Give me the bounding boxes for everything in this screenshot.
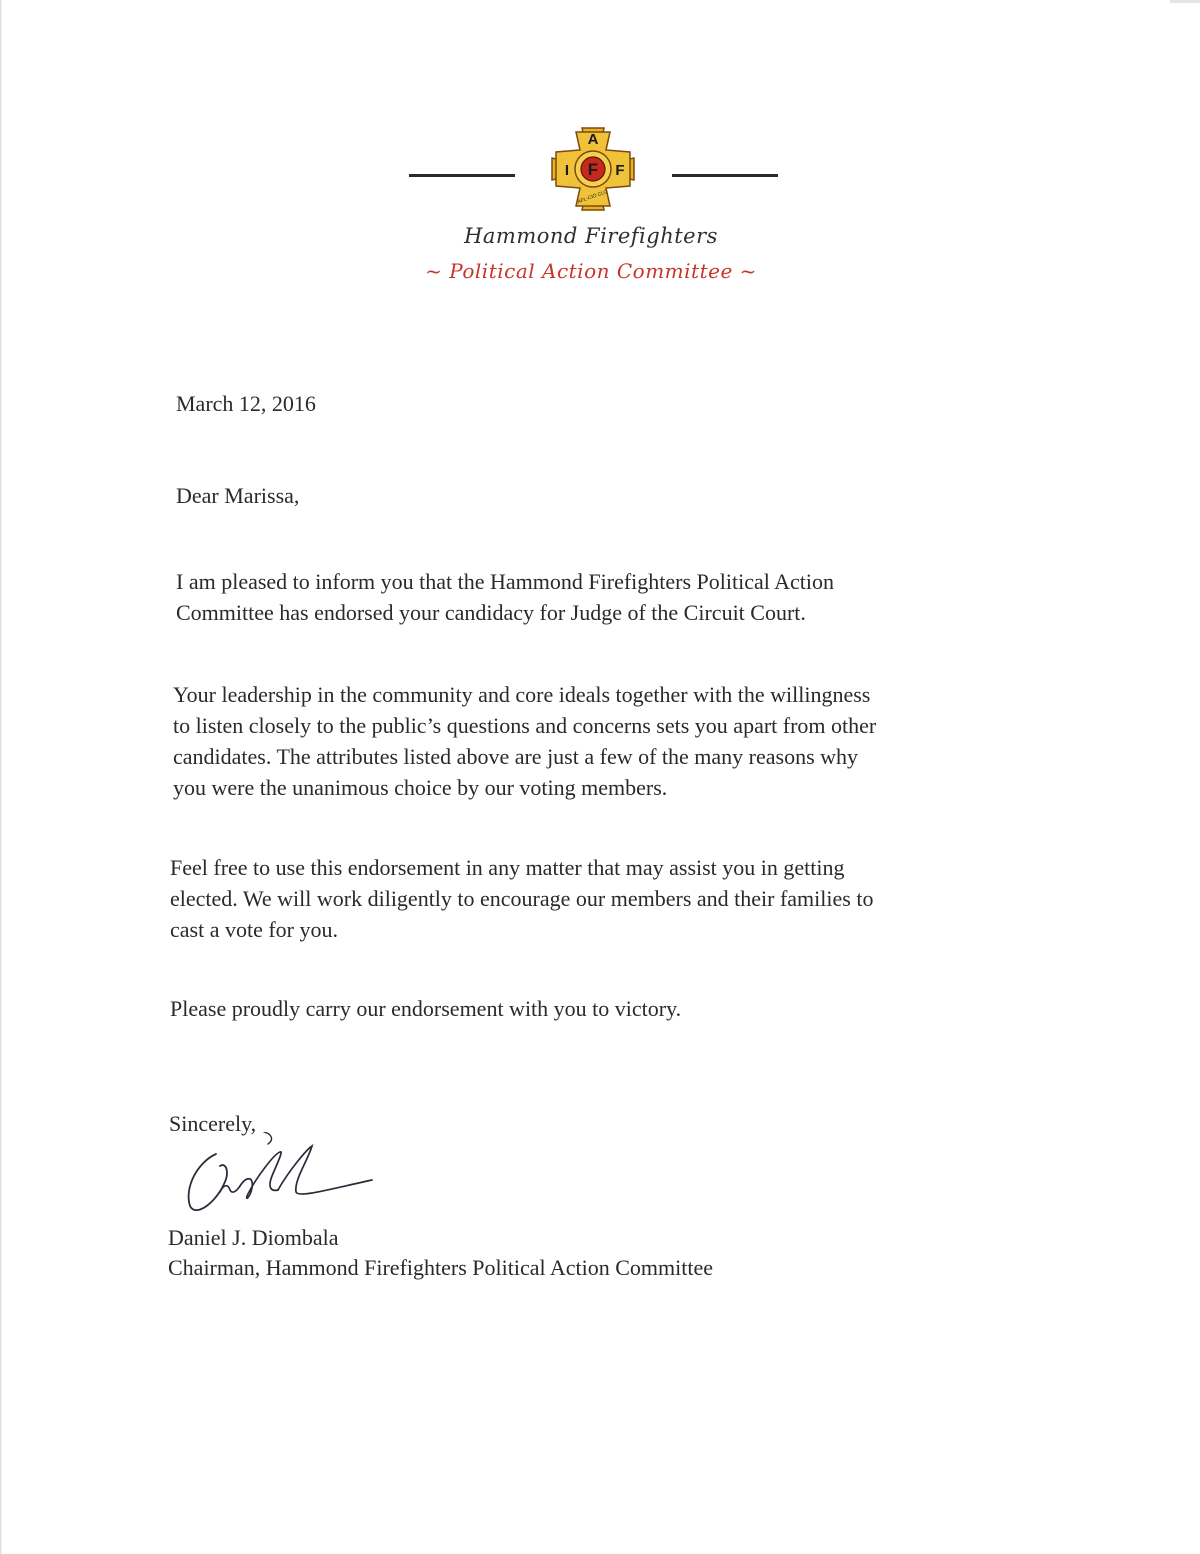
emblem-letter-left: I	[564, 162, 570, 179]
paragraph-line: candidates. The attributes listed above are just a few of the many reasons why	[173, 744, 859, 769]
salutation: Dear Marissa,	[176, 483, 300, 508]
paragraph-1	[176, 566, 1016, 628]
paragraph-line: I am pleased to inform you that the Hammond Firefighters Political Action	[176, 569, 835, 594]
paragraph-3	[170, 852, 1030, 945]
emblem-letter-bottom: AFL-CIO CLC	[577, 188, 609, 206]
closing: Sincerely,	[169, 1111, 257, 1136]
organization-subtitle: ~ Political Action Committee ~	[425, 259, 757, 283]
signer-title: Chairman, Hammond Firefighters Political Action Committee	[168, 1255, 714, 1280]
paragraph-line: you were the unanimous choice by our voting members.	[173, 775, 668, 800]
paragraph-line: Committee has endorsed your candidacy for Judge of the Circuit Court.	[176, 600, 806, 625]
paragraph-line: cast a vote for you.	[170, 917, 338, 942]
paragraph-line: Your leadership in the community and core ideals together with the willingness	[173, 682, 871, 707]
signer-name: Daniel J. Diombala	[168, 1225, 339, 1250]
paragraph-2	[173, 679, 1043, 803]
paper-edge-mark	[1170, 0, 1200, 3]
letterhead-rule-right	[672, 174, 778, 177]
emblem-letter-right: F	[615, 162, 625, 179]
paragraph-line: Please proudly carry our endorsement with you to victory.	[170, 996, 682, 1021]
emblem-letter-center: F	[587, 160, 599, 179]
handwritten-signature	[176, 1132, 386, 1222]
organization-name: Hammond Firefighters	[464, 224, 718, 248]
paragraph-line: elected. We will work diligently to encourage our members and their families to	[170, 886, 874, 911]
iaff-emblem-logo	[548, 124, 638, 214]
paragraph-4	[170, 993, 1030, 1024]
emblem-letter-top: A	[587, 131, 599, 148]
paragraph-line: Feel free to use this endorsement in any matter that may assist you in getting	[170, 855, 845, 880]
letter-date: March 12, 2016	[176, 391, 316, 416]
letterhead-rule-left	[409, 174, 515, 177]
paragraph-line: to listen closely to the public’s questions and concerns sets you apart from other	[173, 713, 877, 738]
